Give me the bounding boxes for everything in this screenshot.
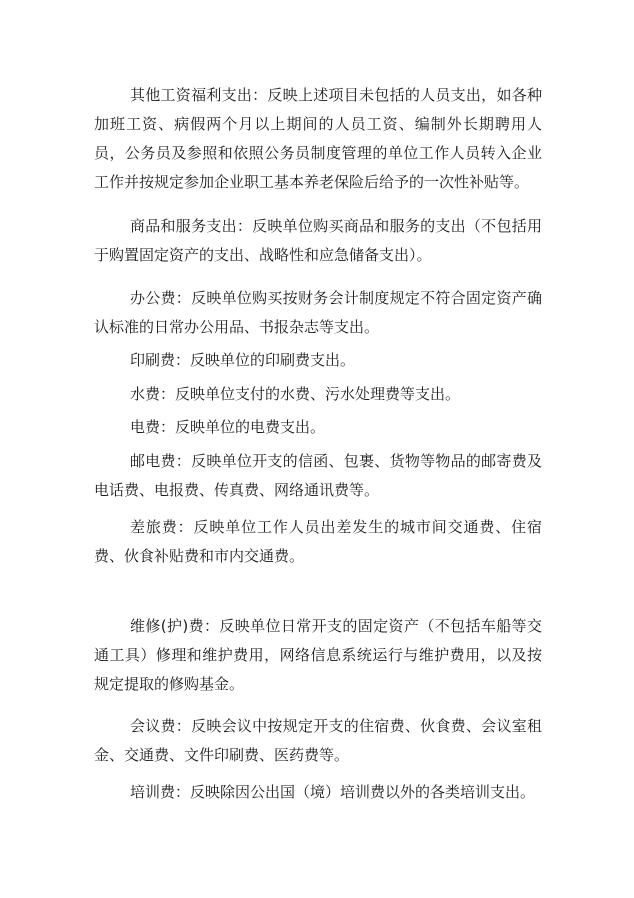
paragraph-office-expense: 办公费：反映单位购买按财务会计制度规定不符合固定资产确认标准的日常办公用品、书报杂志等支出。 — [94, 289, 542, 336]
paragraph-other-wage-welfare: 其他工资福利支出：反映上述项目未包括的人员支出，如各种加班工资、病假两个月以上期间的人员工资、编制外长期聘用人员，公务员及参照和依照公务员制度管理的单位工作人员转入企业工作并按规定参加企业职工基本养老保险后给予的一次性补贴等。 — [94, 86, 542, 191]
paragraph-printing-expense: 印刷费：反映单位的印刷费支出。 — [130, 351, 356, 369]
paragraph-goods-services: 商品和服务支出：反映单位购买商品和服务的支出（不包括用于购置固定资产的支出、战略性和应急储备支出）。 — [94, 217, 542, 264]
paragraph-electricity-expense: 电费：反映单位的电费支出。 — [130, 418, 326, 436]
paragraph-maintenance-expense: 维修(护)费：反映单位日常开支的固定资产（不包括车船等交通工具）修理和维护费用，网络信息系统运行与维护费用，以及按规定提取的修购基金。 — [94, 617, 542, 693]
paragraph-travel-expense: 差旅费：反映单位工作人员出差发生的城市间交通费、住宿费、伙食补贴费和市内交通费。 — [94, 518, 542, 565]
paragraph-water-expense: 水费：反映单位支付的水费、污水处理费等支出。 — [130, 385, 461, 403]
paragraph-postal-telecom: 邮电费：反映单位开支的信函、包裹、货物等物品的邮寄费及电话费、电报费、传真费、网络通讯费等。 — [94, 452, 542, 499]
paragraph-training-expense: 培训费：反映除因公出国（境）培训费以外的各类培训支出。 — [130, 783, 536, 801]
paragraph-meeting-expense: 会议费：反映会议中按规定开支的住宿费、伙食费、会议室租金、交通费、文件印刷费、医药费等。 — [94, 717, 542, 764]
